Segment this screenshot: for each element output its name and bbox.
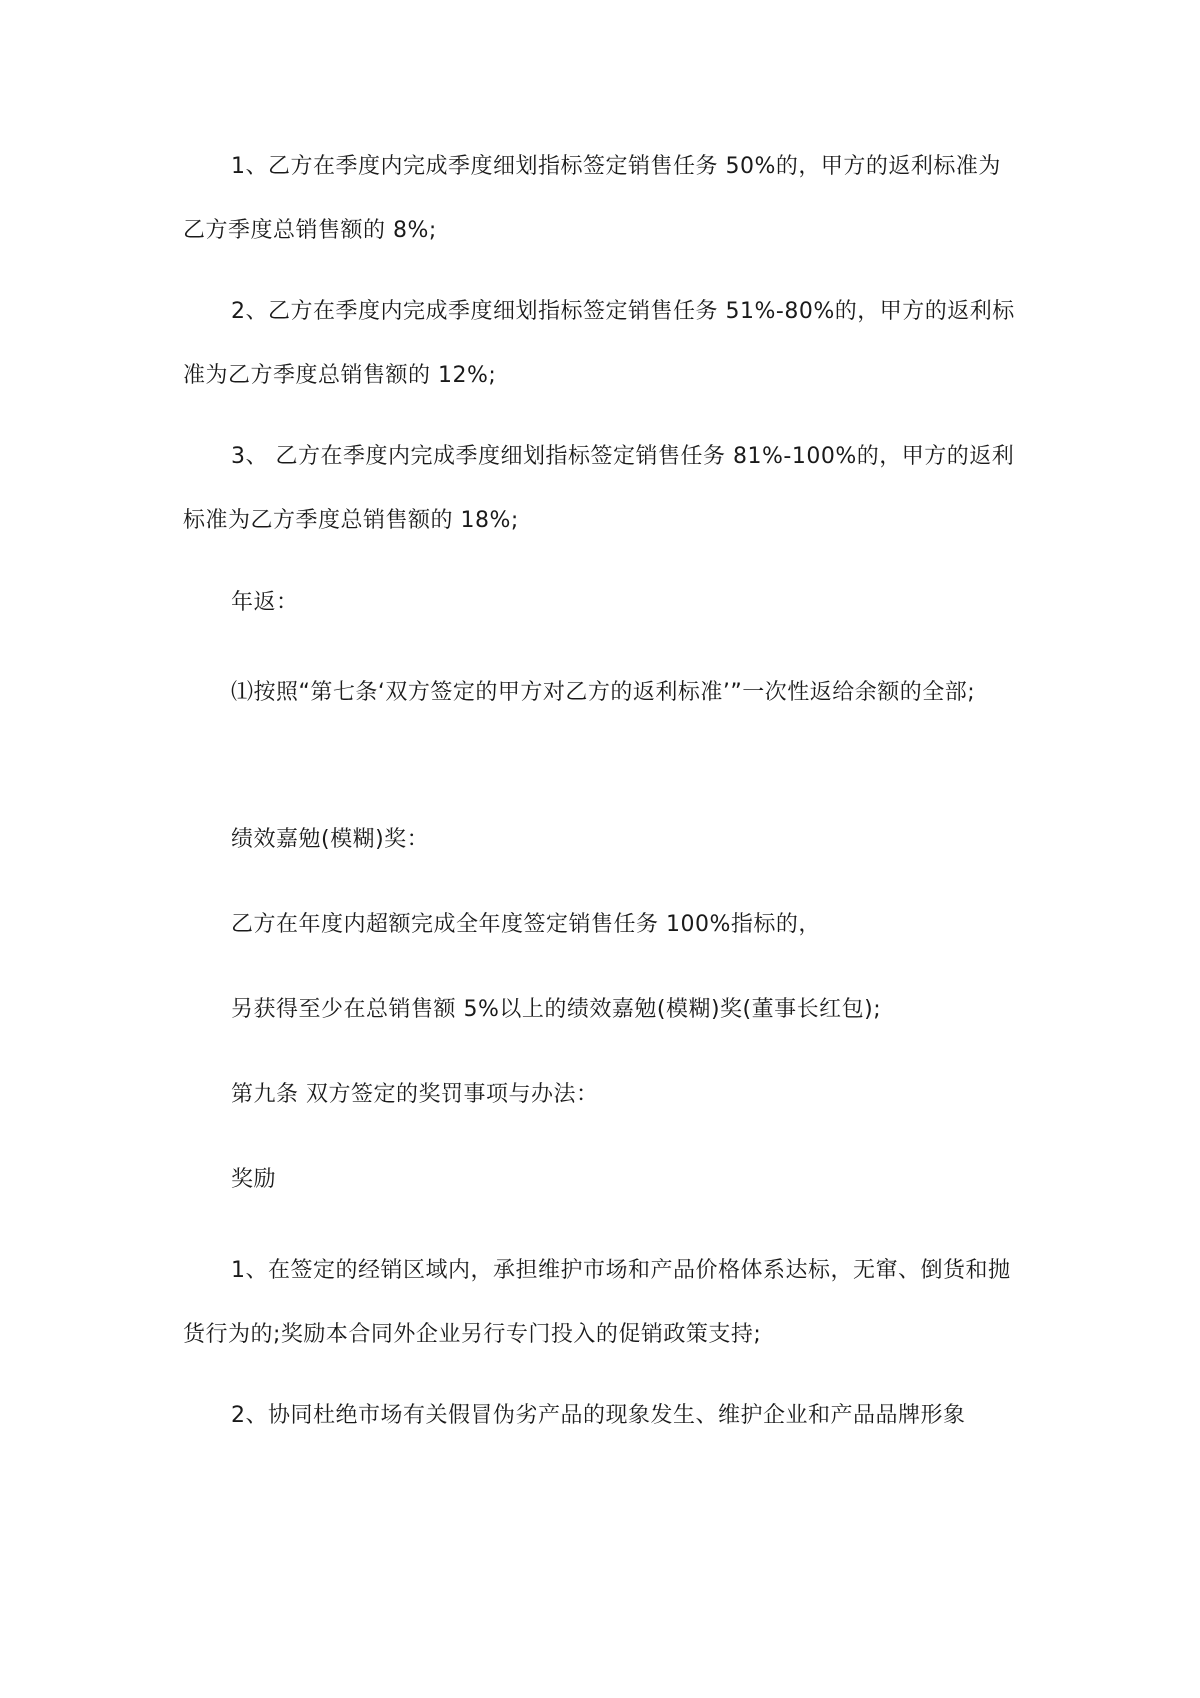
- heading-rewards: 奖励: [231, 1167, 277, 1192]
- heading-article-nine: 第九条 双方签定的奖罚事项与办法：: [231, 1082, 599, 1107]
- heading-performance-award: 绩效嘉勉(模糊)奖：: [231, 827, 430, 852]
- paragraph-quarterly-rebate-2: 2、乙方在季度内完成季度细划指标签定销售任务 51%-80%的，甲方的返利标准为乙方季度总销售额的 12%;: [183, 299, 1015, 388]
- paragraph-reward-2: 2、协同杜绝市场有关假冒伪劣产品的现象发生、维护企业和产品品牌形象: [231, 1403, 966, 1428]
- paragraph-performance-award-1: 乙方在年度内超额完成全年度签定销售任务 100%指标的，: [231, 912, 821, 937]
- paragraph-reward-1: 1、在签定的经销区域内，承担维护市场和产品价格体系达标，无窜、倒货和抛货行为的;奖励本合同外企业另行专门投入的促销政策支持;: [183, 1258, 1011, 1347]
- paragraph-annual-rebate-1: ⑴按照“第七条‘双方签定的甲方对乙方的返利标准’”一次性返给余额的全部;: [231, 680, 976, 705]
- heading-annual-rebate: 年返：: [231, 590, 299, 615]
- paragraph-quarterly-rebate-1: 1、乙方在季度内完成季度细划指标签定销售任务 50%的，甲方的返利标准为乙方季度总销售额的 8%;: [183, 154, 1001, 243]
- paragraph-quarterly-rebate-3: 3、 乙方在季度内完成季度细划指标签定销售任务 81%-100%的，甲方的返利标准为乙方季度总销售额的 18%;: [183, 444, 1015, 533]
- paragraph-performance-award-2: 另获得至少在总销售额 5%以上的绩效嘉勉(模糊)奖(董事长红包);: [231, 997, 882, 1022]
